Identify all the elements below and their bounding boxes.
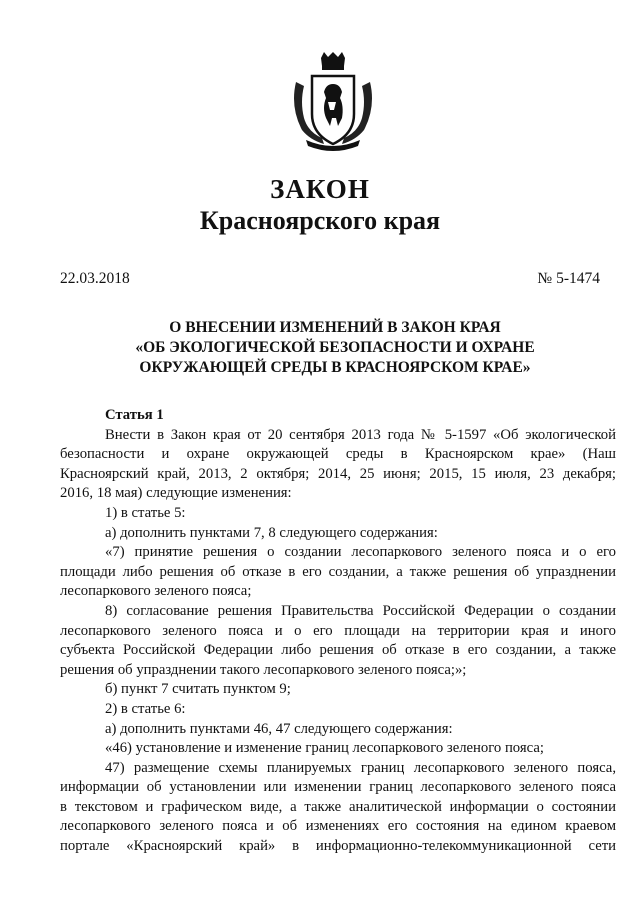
paragraph-line: безопасности и охране окружающей среды в Красноярском крае» (Наш xyxy=(60,446,616,463)
issuing-region: Красноярского края xyxy=(199,206,441,235)
paragraph-line: портале «Красноярский край» в информационно-телекоммуникационной сети xyxy=(60,838,616,855)
heading-line: ОКРУЖАЮЩЕЙ СРЕДЫ В КРАСНОЯРСКОМ КРАЕ» xyxy=(139,359,531,376)
paragraph-line: 2016, 18 мая) следующие изменения: xyxy=(60,485,292,502)
law-heading xyxy=(80,318,590,378)
paragraph: б) пункт 7 считать пунктом 9; xyxy=(105,681,291,698)
coat-of-arms-icon xyxy=(288,52,378,152)
document-number: № 5-1474 xyxy=(537,270,600,287)
article-title: Статья 1 xyxy=(105,407,164,423)
paragraph: 1) в статье 5: xyxy=(105,504,186,521)
paragraph-line: 47) размещение схемы планируемых границ лесопаркового зеленого пояса, xyxy=(105,759,616,776)
paragraph-line: субъекта Российской Федерации либо решения об отказе в его создании, а также xyxy=(60,642,616,659)
paragraph: а) дополнить пунктами 46, 47 следующего содержания: xyxy=(105,720,453,737)
paragraph-line: решения об упразднении такого лесопаркового зеленого пояса;»; xyxy=(60,661,467,678)
paragraph: «46) установление и изменение границ лесопаркового зеленого пояса; xyxy=(105,740,544,757)
paragraph-line: лесопаркового зеленого пояса и о его площади на территории края и иного xyxy=(60,622,616,639)
paragraph-line: в текстовом и графическом виде, а также аналитической информации о состоянии xyxy=(60,798,616,815)
document-date: 22.03.2018 xyxy=(60,270,130,287)
paragraph-line: Внести в Закон края от 20 сентября 2013 года № 5-1597 «Об экологической xyxy=(105,426,616,443)
paragraph: а) дополнить пунктами 7, 8 следующего содержания: xyxy=(105,524,438,541)
paragraph: 2) в статье 6: xyxy=(105,700,186,717)
paragraph-line: площади либо решения об отказе в его создании, а также решения об упразднении xyxy=(60,563,616,580)
document-type: ЗАКОН xyxy=(270,174,370,204)
paragraph-line: Красноярский край, 2013, 2 октября; 2014, 25 июня; 2015, 15 июля, 23 декабря; xyxy=(60,465,616,482)
heading-line: «ОБ ЭКОЛОГИЧЕСКОЙ БЕЗОПАСНОСТИ И ОХРАНЕ xyxy=(135,339,535,356)
paragraph-line: лесопаркового зеленого пояса; xyxy=(60,583,252,600)
paragraph-line: 8) согласование решения Правительства Российской Федерации о создании xyxy=(105,602,616,619)
document-body xyxy=(60,406,616,857)
paragraph-line: лесопаркового зеленого пояса и об изменениях его состояния на едином краевом xyxy=(60,818,616,835)
heading-line: О ВНЕСЕНИИ ИЗМЕНЕНИЙ В ЗАКОН КРАЯ xyxy=(169,319,501,336)
paragraph-line: «7) принятие решения о создании лесопаркового зеленого пояса и о его xyxy=(105,544,616,561)
paragraph-line: информации об установлении или изменении границ лесопаркового зеленого пояса xyxy=(60,779,616,796)
